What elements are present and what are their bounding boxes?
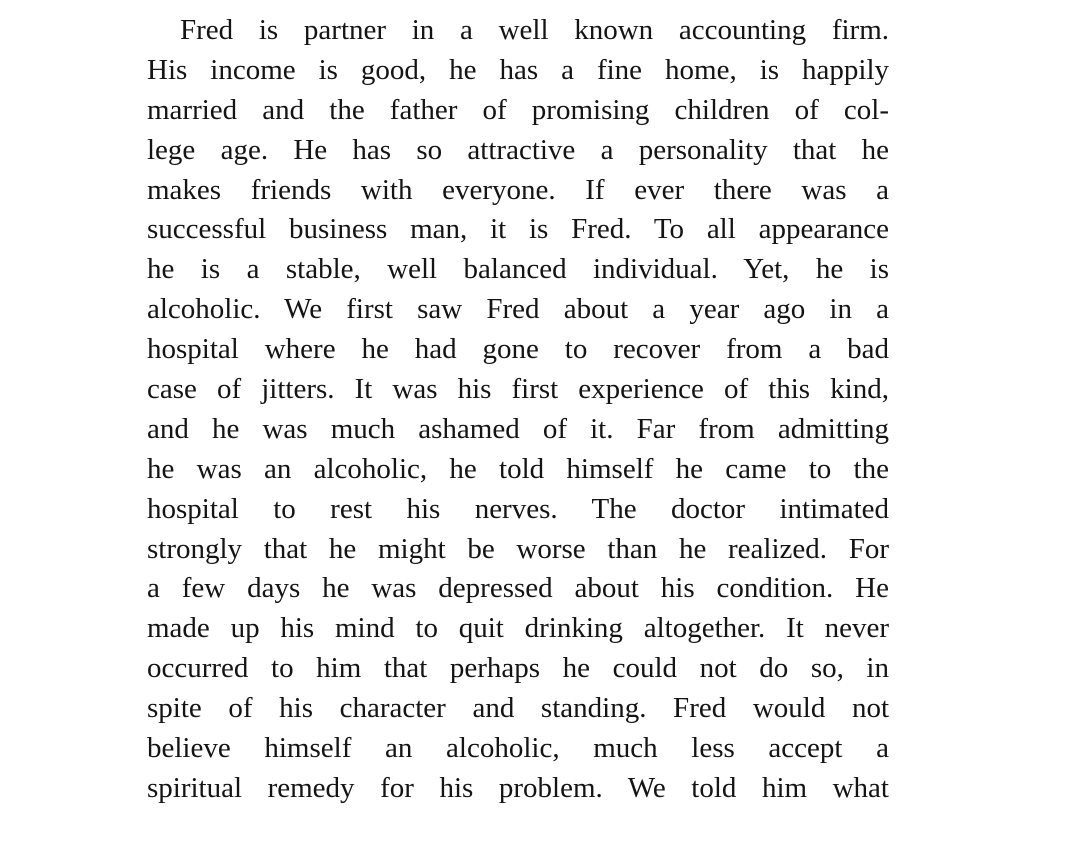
paragraph-line: made up his mind to quit drinking altogether. It never (147, 612, 889, 645)
paragraph-line: he was an alcoholic, he told himself he came to the (147, 452, 889, 485)
paragraph-line: spiritual remedy for his problem. We told him what (147, 771, 889, 804)
paragraph-line: and he was much ashamed of it. Far from admitting (147, 412, 889, 445)
paragraph (147, 11, 889, 809)
paragraph-line: hospital where he had gone to recover from a bad (147, 333, 889, 366)
paragraph-line: he is a stable, well balanced individual. Yet, he is (147, 253, 889, 286)
paragraph-line: lege age. He has so attractive a personality that he (147, 133, 889, 166)
paragraph-line: occurred to him that perhaps he could not do so, in (147, 652, 889, 685)
paragraph-line: makes friends with everyone. If ever there was a (147, 173, 889, 206)
paragraph-line: a few days he was depressed about his condition. He (147, 572, 889, 605)
paragraph-line: believe himself an alcoholic, much less accept a (147, 732, 889, 765)
paragraph-line: successful business man, it is Fred. To all appearance (147, 213, 889, 246)
paragraph-line: hospital to rest his nerves. The doctor intimated (147, 492, 889, 525)
paragraph-line: case of jitters. It was his first experience of this kind, (147, 373, 889, 406)
paragraph-line: alcoholic. We first saw Fred about a year ago in a (147, 293, 889, 326)
paragraph-line: His income is good, he has a fine home, is happily (147, 53, 889, 86)
paragraph-line: Fred is partner in a well known accounting firm. (180, 14, 889, 46)
paragraph-line: strongly that he might be worse than he realized. For (147, 532, 889, 565)
paragraph-line: married and the father of promising children of col- (147, 93, 889, 126)
paragraph-line: spite of his character and standing. Fred would not (147, 692, 889, 725)
